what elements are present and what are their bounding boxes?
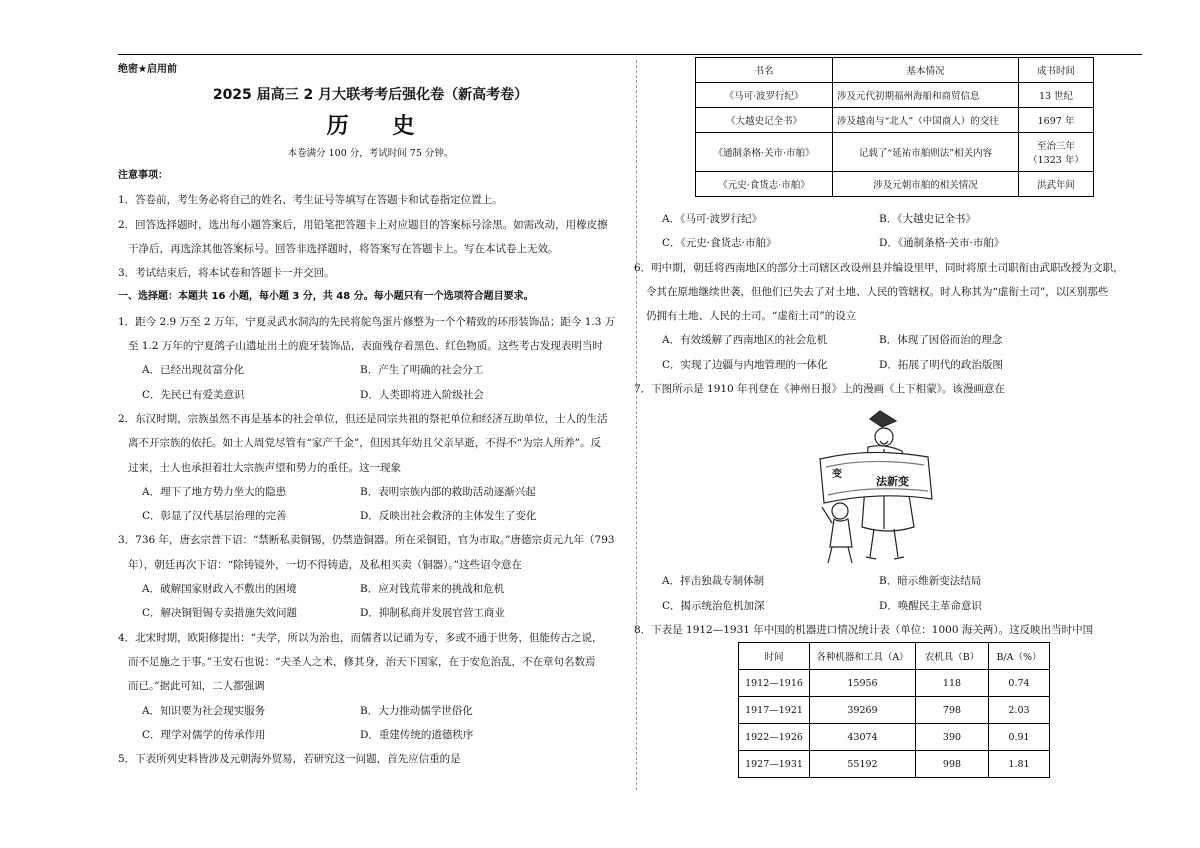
q4-option-c[interactable]: C．理学对儒学的传承作用 [142,728,266,741]
q3-options-row1 [118,577,623,601]
table-row [696,172,1094,197]
table-cell: 1697 年 [1019,108,1094,133]
q1-option-a[interactable]: A．已经出现贫富分化 [142,364,245,377]
table-cell: 798 [916,697,989,724]
q6-options-row1 [646,328,1106,352]
table-cell: 0.91 [989,724,1050,751]
q5-option-a[interactable]: A．《马可·波罗行纪》 [662,213,763,225]
table-cell: 1922—1926 [739,724,810,751]
table-cell: 13 世纪 [1019,83,1094,108]
q7-options-row2 [646,594,1106,618]
question-6 [634,256,1124,377]
question-1 [118,310,623,407]
top-rule [118,54,1142,55]
q8-table-header-cell: 时间 [739,643,810,670]
q2-stem: 2．东汉时期，宗族虽然不再是基本的社会单位，但还是同宗共祖的祭祀单位和经济互助单位，士人的生活 [118,412,608,425]
table-cell: 《元史·食货志·市舶》 [696,172,833,197]
q2-stem-cont: 离不开宗族的依托。如士人周党尽管有“家产千金”，但因其年幼且父亲早逝，不得不“为宗人所养”。反 [128,437,601,450]
right-column [634,207,1124,778]
q4-options-row2 [118,723,623,747]
table-cell: 118 [916,670,989,697]
q4-option-b[interactable]: B．大力推动儒学世俗化 [360,704,473,717]
q6-option-c[interactable]: C．实现了边疆与内地管理的一体化 [662,358,828,371]
table-cell: 998 [916,751,989,778]
question-3 [118,528,623,625]
table-cell: 55192 [810,751,916,778]
table-row [739,670,1050,697]
table-cell: 《通制条格·关市·市舶》 [696,133,833,172]
q6-stem: 6．明中期，朝廷将西南地区的部分土司辖区改设州县并编设里甲，同时将原土司职衔由武职改授为文职， [634,261,1124,274]
q4-option-a[interactable]: A．知识要为社会现实服务 [142,704,266,717]
table-row [696,108,1094,133]
q8-table-header-cell: 农机具（B） [916,643,989,670]
subject-title: 历 史 [326,114,433,139]
q3-stem-cont: 年），朝廷再次下诏：“除铸镜外，一切不得铸造，及私相买卖（铜器）。”这些诏令意在 [128,558,522,571]
q4-option-d[interactable]: D．重建传统的道德秩序 [360,728,474,741]
q8-table-header-cell: B/A（%） [989,643,1050,670]
table-row [696,83,1094,108]
table-cell: 0.74 [989,670,1050,697]
q8-table [738,642,1050,778]
q5-options-row1 [646,207,1106,231]
q1-options-row1 [118,358,623,382]
table-cell: 39269 [810,697,916,724]
table-cell: 涉及元朝市舶的相关情况 [833,172,1019,197]
q1-options-row2 [118,383,623,407]
q6-option-a[interactable]: A．有效缓解了西南地区的社会危机 [662,334,828,347]
table-row [696,133,1094,172]
q7-stem: 7．下图所示是 1910 年刊登在《神州日报》上的漫画《上下相蒙》。该漫画意在 [634,383,1005,396]
q1-stem: 1．距今 2.9 万至 2 万年，宁夏灵武水洞沟的先民将鸵鸟蛋片修整为一个个精致的环形装饰品；距今 1.3 万 [118,315,616,328]
notes-title: 注意事项： [118,170,168,181]
left-column [118,60,623,771]
q7-option-a[interactable]: A．抨击独裁专制体制 [662,575,765,588]
q7-option-c[interactable]: C．揭示统治危机加深 [662,599,765,612]
q8-table-header [739,643,1050,670]
cartoon-banner-text: 法新变 [876,475,909,489]
q2-options-row1 [118,480,623,504]
score-note: 本卷满分 100 分，考试时间 75 分钟。 [287,148,454,159]
column-divider [636,60,637,790]
q4-stem-cont: 而已。”据此可知，二人都强调 [128,680,265,693]
q6-option-d[interactable]: D．拓展了明代的政治版图 [879,358,1003,371]
q5-option-c[interactable]: C．《元史·食货志·市舶》 [662,237,777,250]
q7-option-b[interactable]: B．暗示维新变法结局 [879,575,982,588]
q3-option-b[interactable]: B．应对钱荒带来的挑战和危机 [360,583,505,596]
q5-table-header [696,58,1094,83]
section-1-heading: 一、选择题：本题共 16 小题，每小题 3 分，共 48 分。每小题只有一个选项符合题目要求。 [118,291,534,303]
table-cell: 涉及越南与“北人”（中国商人）的交往 [833,108,1019,133]
q3-options-row2 [118,601,623,625]
q2-option-c[interactable]: C．彰显了汉代基层治理的完善 [142,510,287,523]
q5-table-header-cell: 基本情况 [833,58,1019,83]
q5-options-row2 [646,231,1106,255]
table-cell: 记载了“延祐市舶则法”相关内容 [833,133,1019,172]
q2-option-a[interactable]: A．埋下了地方势力坐大的隐患 [142,485,287,498]
note-1: 1．答卷前，考生务必将自己的姓名、考生证号等填写在答题卡和试卷指定位置上。 [118,194,503,207]
table-cell: 涉及元代初期福州海船和商贸信息 [833,83,1019,108]
q1-stem-cont: 至 1.2 万年的宁夏鸽子山遗址出土的鹿牙装饰品，表面残存着黑色、红色物质。这些考古发现表明当时 [128,340,603,353]
table-cell-multiline: 至治三年 （1323 年） [1019,133,1094,172]
note-2-cont: 干净后，再选涂其他答案标号。回答非选择题时，将答案写在答题卡上。写在本试卷上无效。 [128,242,559,255]
q2-options-row2 [118,504,623,528]
table-cell: 1927—1931 [739,751,810,778]
table-cell: 《马可·波罗行纪》 [696,83,833,108]
question-2 [118,407,623,528]
q5-table-header-cell: 成书时间 [1019,58,1094,83]
table-row [739,751,1050,778]
q3-option-c[interactable]: C．解决铜钼锡专卖措施失效问题 [142,607,298,620]
q7-option-d[interactable]: D．唤醒民主革命意识 [879,599,982,612]
note-3: 3．考试结束后，将本试卷和答题卡一并交回。 [118,267,335,280]
q2-option-d[interactable]: D．反映出社会救济的主体发生了变化 [360,510,537,523]
q3-stem: 3．736 年，唐玄宗普下诏：“禁断私卖铜锡，仍禁造铜器。所在采铜铅，官为市取。”唐德宗贞元九年（793 [118,534,615,547]
cartoon-image [810,407,942,567]
secret-label: 绝密★启用前 [118,64,177,75]
question-8 [634,618,1106,778]
table-cell: 1912—1916 [739,670,810,697]
table-cell: 2.03 [989,697,1050,724]
table-row [739,724,1050,751]
q5-table [695,57,1094,197]
table-cell: 1.81 [989,751,1050,778]
q7-options-row1 [646,569,1106,593]
q8-table-header-cell: 各种机器和工具（A） [810,643,916,670]
q1-option-b[interactable]: B．产生了明确的社会分工 [360,364,484,377]
q8-stem: 8．下表是 1912—1931 年中国的机器进口情况统计表（单位：1000 海关两）。这反映出当时中国 [634,623,1094,636]
q6-option-b[interactable]: B．体现了因俗而治的理念 [879,334,1003,347]
table-cell: 1917—1921 [739,697,810,724]
cartoon-side-text: 变 [832,469,842,481]
table-cell: 43074 [810,724,916,751]
q6-stem-cont: 令其在原地继续世袭，但他们已失去了对土地、人民的管辖权。时人称其为“虚衔土司”，以区别那些 [646,285,1109,298]
q4-options-row1 [118,699,623,723]
q6-options-row2 [646,353,1106,377]
q1-option-c[interactable]: C．先民已有爱美意识 [142,388,245,401]
q5-table-header-cell: 书名 [696,58,833,83]
q4-stem: 4．北宋时期，欧阳修提出：“夫学，所以为治也，而儒者以记诵为专，多或不通于世务，但能传古之说， [118,631,603,644]
table-cell: 洪武年间 [1019,172,1094,197]
q2-option-b[interactable]: B．表明宗族内部的救助活动逐渐兴起 [360,485,536,498]
q5-stem: 5．下表所列史料皆涉及元朝海外贸易，若研究这一问题，首先应信重的是 [118,753,461,766]
q4-stem-cont: 而不足施之于事。”王安石也说：“夫圣人之术，修其身，治天下国家，在于安危治乱，不在章句名数焉 [128,655,596,668]
q7-cartoon [646,401,1106,569]
exam-title: 2025 届高三 2 月大联考考后强化卷（新高考卷） [212,87,529,103]
q5-option-b[interactable]: B．《大越史记全书》 [879,213,976,225]
note-2: 2．回答选择题时，选出每小题答案后，用铅笔把答题卡上对应题目的答案标号涂黑。如需改动，用橡皮擦 [118,218,608,231]
table-cell: 15956 [810,670,916,697]
question-7 [634,377,1106,618]
table-cell: 《大越史记全书》 [696,108,833,133]
q2-stem-cont: 过来，士人也承担着壮大宗族声望和势力的重任。这一现象 [128,461,401,474]
table-cell: 390 [916,724,989,751]
table-row [739,697,1050,724]
q5-option-d[interactable]: D．《通制条格·关市·市舶》 [879,237,1005,250]
q3-option-d[interactable]: D．抑制私商并发展官营工商业 [360,607,505,620]
q1-option-d[interactable]: D．人类即将进入阶级社会 [360,388,484,401]
q3-option-a[interactable]: A．破解国家财政入不敷出的困境 [142,583,297,596]
question-4 [118,626,623,747]
q6-stem-cont: 仍拥有土地、人民的土司。“虚衔土司”的设立 [646,310,857,323]
